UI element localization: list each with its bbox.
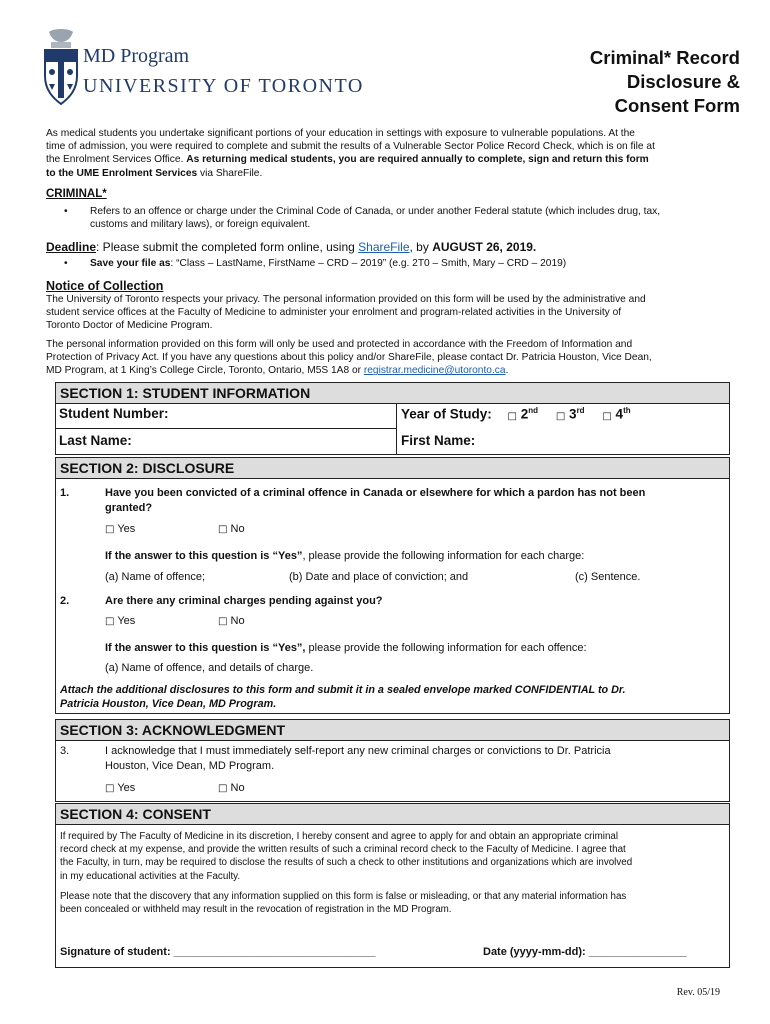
notice-line: Toronto Doctor of Medicine Program. — [46, 320, 213, 332]
deadline-text: : Please submit the completed form online, using — [96, 240, 359, 254]
section-2-header: SECTION 2: DISCLOSURE — [55, 457, 730, 479]
signature-field[interactable]: Signature of student: _________________________________ — [60, 946, 376, 958]
attach-instructions — [60, 683, 730, 711]
consent-line: Please note that the discovery that any information supplied on this form is false or misleading, or that any material information has — [60, 891, 627, 902]
notice-heading-text: Notice of Collection — [46, 279, 164, 293]
q1-yes-label: Yes — [117, 523, 136, 535]
ack-no-checkbox[interactable]: □ — [218, 783, 228, 794]
date-field[interactable]: Date (yyyy-mm-dd): ________________ — [483, 946, 687, 958]
section-4-header: SECTION 4: CONSENT — [55, 803, 730, 825]
bullet-text — [90, 205, 660, 231]
university-name: UNIVERSITY OF TORONTO — [83, 75, 364, 97]
bullet-line: Refers to an offence or charge under the Criminal Code of Canada, or under another Federal statute (which includes drug, tax, — [90, 206, 661, 217]
year-4-checkbox[interactable]: □ — [602, 410, 612, 422]
q1-no-checkbox[interactable]: □ — [218, 524, 228, 535]
section-1-header: SECTION 1: STUDENT INFORMATION — [55, 382, 730, 404]
q2-no-option[interactable] — [218, 614, 245, 629]
q1-yes-checkbox[interactable]: □ — [105, 524, 115, 535]
bullet-line: customs and military laws), or foreign equivalent. — [90, 219, 311, 231]
if-yes-text: please provide the following information for each offence: — [305, 642, 587, 654]
bullet-icon: • — [64, 206, 68, 217]
consent-paragraph-1 — [60, 830, 725, 883]
year-of-study-field — [401, 406, 726, 422]
registrar-email-link[interactable]: registrar.medicine@utoronto.ca — [363, 365, 506, 377]
notice-text: MD Program, at 1 King’s College Circle, Toronto, Ontario, M5S 1A8 or — [46, 365, 364, 377]
page-title — [590, 46, 740, 118]
bullet-text — [90, 257, 566, 270]
revision-label: Rev. 05/19 — [676, 987, 720, 998]
q2-no-label: No — [230, 615, 245, 627]
intro-bold-text: to the UME Enrolment Services — [46, 167, 198, 179]
question-line: granted? — [105, 502, 153, 514]
notice-paragraph-1 — [46, 293, 730, 333]
intro-paragraph — [46, 127, 730, 180]
ack-no-label: No — [230, 782, 245, 794]
q1-if-yes — [105, 549, 584, 564]
title-line: Disclosure & — [626, 71, 740, 92]
if-yes-text: , please provide the following information for each charge: — [302, 550, 585, 562]
save-as-bullet — [64, 257, 724, 271]
title-line: Consent Form — [614, 95, 740, 116]
if-yes-bold: If the answer to this question is “Yes” — [105, 550, 303, 562]
criminal-heading-text: CRIMINAL* — [46, 188, 107, 200]
q2-no-checkbox[interactable]: □ — [218, 616, 228, 627]
attach-line: Patricia Houston, Vice Dean, MD Program. — [60, 698, 277, 710]
intro-text: via ShareFile. — [197, 167, 263, 179]
if-yes-bold: If the answer to this question is “Yes”, — [105, 642, 306, 654]
consent-line: the Faculty, in turn, may be required to disclose the results of such a check to other institutions and organizations which are involved — [60, 857, 633, 869]
notice-paragraph-2 — [46, 338, 730, 378]
year-of-study-label: Year of Study: — [401, 406, 492, 422]
q1-no-option[interactable] — [218, 522, 245, 537]
intro-bold-text: As returning medical students, you are required annually to complete, sign and return this form — [186, 154, 649, 166]
ack-text — [105, 744, 725, 774]
notice-line — [46, 364, 730, 377]
intro-line: As medical students you undertake significant portions of your education in settings with exposure to vulnerable populations. At the — [46, 128, 635, 139]
crest-icon — [41, 28, 81, 110]
q2-yes-checkbox[interactable]: □ — [105, 616, 115, 627]
section-3-header: SECTION 3: ACKNOWLEDGMENT — [55, 719, 730, 741]
year-3-label: 3 — [569, 406, 577, 422]
ack-yes-label: Yes — [117, 782, 136, 794]
q1-option-b: (b) Date and place of conviction; and — [289, 571, 469, 583]
consent-paragraph-2 — [60, 890, 725, 916]
consent-line: in my educational activities at the Faculty. — [60, 870, 241, 882]
question-2-text: Are there any criminal charges pending against you? — [105, 595, 383, 607]
criminal-heading — [46, 188, 107, 200]
q1-option-a: (a) Name of offence; — [105, 571, 206, 583]
consent-line: been concealed or withheld may result in the revocation of registration in the MD Program. — [60, 904, 452, 916]
sharefile-link[interactable]: ShareFile — [358, 240, 410, 254]
save-as-text: : “Class – LastName, FirstName – CRD – 2019” (e.g. 2T0 – Smith, Mary – CRD – 2019) — [170, 258, 567, 269]
q1-yes-option[interactable] — [105, 522, 135, 537]
notice-line: Protection of Privacy Act. If you have any questions about this policy and/or ShareFile, please contact Dr. Patricia Houston, Vice Dean, — [46, 352, 652, 364]
q1-option-c: (c) Sentence. — [575, 571, 641, 583]
ack-no-option[interactable] — [218, 781, 245, 796]
intro-line — [46, 153, 730, 166]
q2-if-yes — [105, 641, 587, 656]
intro-line — [46, 167, 730, 180]
q1-no-label: No — [230, 523, 245, 535]
student-number-label: Student Number: — [59, 406, 169, 421]
year-2-checkbox[interactable]: □ — [507, 410, 517, 422]
question-1-number: 1. — [60, 487, 70, 499]
year-4-suffix: th — [623, 406, 631, 415]
year-3-checkbox[interactable]: □ — [555, 410, 566, 422]
deadline-date: AUGUST 26, 2019. — [432, 240, 537, 254]
ack-line: I acknowledge that I must immediately self-report any new criminal charges or convictions to Dr. Patricia — [105, 745, 611, 757]
ack-number: 3. — [60, 745, 70, 757]
criminal-bullet — [64, 205, 724, 235]
question-line: Have you been convicted of a criminal offence in Canada or elsewhere for which a pardon has not been — [105, 487, 646, 499]
notice-heading — [46, 279, 163, 293]
consent-line: If required by The Faculty of Medicine in its discretion, I hereby consent and agree to apply for and obtain an appropriate criminal — [60, 831, 619, 842]
first-name-label: First Name: — [401, 433, 476, 448]
deadline-text: , by — [409, 240, 433, 254]
ack-line: Houston, Vice Dean, MD Program. — [105, 760, 275, 772]
year-4-label: 4 — [615, 406, 624, 422]
notice-line: student service offices at the Faculty of Medicine to administer your enrolment and program-related activities in the University of — [46, 307, 622, 319]
q2-yes-option[interactable] — [105, 614, 135, 629]
save-as-label: Save your file as — [90, 258, 171, 269]
university-logo — [41, 28, 396, 110]
program-name: MD Program — [83, 45, 190, 67]
question-1-text — [105, 486, 725, 516]
year-2-label: 2 — [520, 406, 529, 422]
q2-option-a: (a) Name of offence, and details of charge. — [105, 662, 314, 674]
deadline-label: Deadline — [46, 240, 97, 254]
bullet-icon: • — [64, 258, 68, 269]
deadline-line — [46, 239, 730, 255]
notice-line: The personal information provided on this form will only be used and protected in accordance with the Freedom of Information and — [46, 339, 633, 350]
intro-line: time of admission, you were required to complete and submit the results of a Vulnerable Sector Police Record Check, which is on file at — [46, 141, 655, 153]
consent-line: record check at my expense, and provide the written results of such a criminal record check to the Faculty of Medicine. I agree that — [60, 844, 626, 856]
year-2-suffix: nd — [528, 406, 539, 415]
last-name-label: Last Name: — [59, 433, 132, 448]
ack-yes-checkbox[interactable]: □ — [105, 783, 115, 794]
q2-yes-label: Yes — [117, 615, 136, 627]
question-2-number: 2. — [60, 595, 70, 607]
attach-line: Attach the additional disclosures to this form and submit it in a sealed envelope marked CONFIDENTIAL to Dr. — [60, 684, 626, 696]
title-line: Criminal* Record — [589, 47, 740, 68]
notice-text: . — [505, 365, 509, 377]
intro-text: the Enrolment Services Office. — [46, 154, 187, 166]
ack-yes-option[interactable] — [105, 781, 135, 796]
notice-line: The University of Toronto respects your privacy. The personal information provided on this form will be used by the administrative and — [46, 294, 646, 305]
year-3-suffix: rd — [576, 406, 585, 415]
